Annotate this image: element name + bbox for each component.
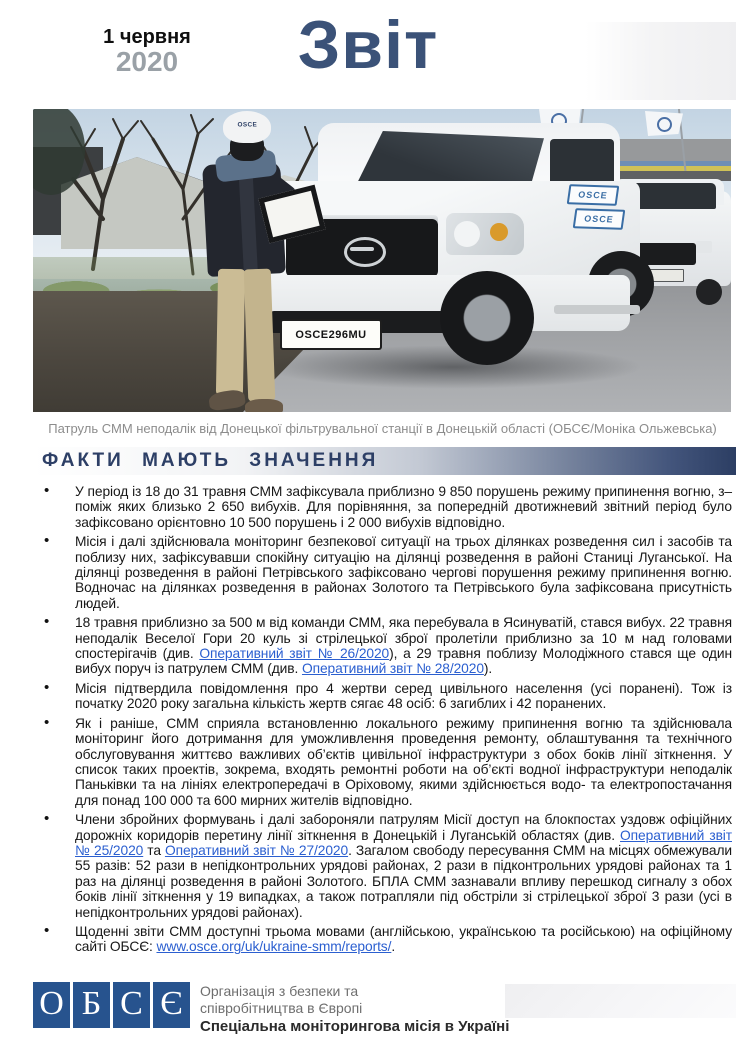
osce-logo: [33, 982, 190, 1028]
inline-report-link[interactable]: Оперативний звіт № 25/2020: [75, 827, 732, 858]
osce-logo-letter: Є: [153, 982, 190, 1028]
osce-flag-emblem: [657, 117, 672, 132]
report-date: 1 червня: [103, 26, 191, 48]
fact-bullet: [33, 924, 732, 955]
license-plate: OSCE296MU: [280, 319, 382, 350]
fact-bullet: [33, 812, 732, 920]
toyota-emblem: [350, 247, 374, 251]
fact-text: та: [143, 842, 165, 858]
fact-text: Місія підтвердила повідомлення про 4 жертви серед цивільного населення (усі поранені). Тож із початку 2020 року загальна кількість жертв сягає 48 осіб: 6 загиблих і 42 поранених.: [75, 680, 732, 712]
inline-report-link[interactable]: Оперативний звіт № 28/2020: [301, 661, 484, 677]
monitor-boot: [208, 389, 246, 412]
fact-text: 18 травня приблизно за 500 м від команди СММ, яка перебувала в Ясинуватій, стався вибух. 22 травня неподалік Веселої Гори 20 куль зі стрілецької зброї пролетіли приблизно за 10 м над головами спостерігачів (див.: [75, 615, 732, 662]
vehicle-turn-signal: [490, 223, 508, 241]
monitor-leg: [216, 269, 245, 395]
toyota-emblem: [344, 237, 386, 267]
helmet-osce-label: OSCE: [237, 120, 257, 129]
vehicle-wheel: [440, 271, 534, 365]
fact-text: .: [391, 939, 396, 955]
org-name-line1: Організація з безпеки та: [200, 983, 359, 999]
footer-org-text: [200, 983, 509, 1036]
vehicle-wheel: [696, 279, 722, 305]
monitor-leg: [244, 269, 276, 402]
smm-monitor-figure: [183, 111, 308, 412]
osce-logo-letter: Б: [73, 982, 110, 1028]
fact-text: ).: [483, 661, 493, 677]
page-title: Звіт: [297, 7, 439, 83]
monitor-helmet: [223, 111, 271, 143]
fact-bullet: [33, 534, 732, 611]
fact-bullet: [33, 615, 732, 677]
photo-caption: Патруль СММ неподалік від Донецької фільтрувальної станції в Донецькій області (ОБСЄ/Моніка Ольжевська): [48, 421, 717, 436]
org-name-line2: співробітництва в Європі: [200, 1000, 363, 1016]
vehicle-running-board: [554, 305, 640, 314]
fact-text: . Загалом свободу пересування СММ на місцях обмежували 55 разів: 52 рази в непідконтрольних урядові районах, 2 рази в підконтрольних урядові районах та 1 раз на ділянці розведення в районі Золотого. БПЛА СММ зазнавали впливу перешкод сигналу з обох боків лінії зіткнення у 19 випадках, а також потрапляли під обстріли зі стрілецької зброї 3 рази (усі в непідконтрольних урядові районах).: [75, 842, 733, 920]
report-year: 2020: [115, 46, 179, 77]
osce-logo-letter: О: [33, 982, 70, 1028]
inline-report-link[interactable]: Оперативний звіт № 27/2020: [164, 842, 349, 858]
fact-text: У період із 18 до 31 травня СММ зафіксувала приблизно 9 850 порушень режиму припинення вогню, з–поміж яких близько 2 650 вибухів. Для порівняння, за попередній двотижневий звітний період було зафіксовано орієнтовно 10 500 порушень і 2 000 вибухів відповідно.: [75, 484, 732, 530]
fact-text: Місія і далі здійснювала моніторинг безпекової ситуації на трьох ділянках розведення сил і засобів та поблизу них, зафіксувавши спокійну ситуацію на ділянці розведення в районі Станиці Луганської. На ділянці розведення в районі Петрівського зафіксовано чергові порушення режиму припинення вогню. Водночас на ділянках розведення в районах Золотого та Петрівського була зафіксована присутність людей.: [75, 534, 732, 611]
osce-door-sticker: OSCE: [567, 184, 620, 206]
header-decoration-panel: [585, 22, 736, 100]
fact-text: ), а 29 травня поблизу Молодіжного стався ще один вибух поруч із патрулем СММ (див.: [75, 646, 732, 677]
fact-bullet: [33, 484, 732, 530]
mission-name: Спеціальна моніторингова місія в Україні: [200, 1018, 510, 1035]
section-header-bar: [33, 447, 736, 475]
fact-text: Члени збройних формувань і далі забороняли патрулям Місії доступ на блокпостах уздовж офіційних дорожніх коридорів перетину лінії зіткнення в Донецькій і Луганській областях (див.: [75, 812, 732, 843]
fact-bullet: [33, 681, 732, 712]
footer-decoration-strip: [505, 984, 736, 1018]
facts-list: [33, 484, 732, 959]
osce-logo-letter: С: [113, 982, 150, 1028]
monitor-boot: [245, 399, 283, 412]
vehicle-headlight: [454, 221, 480, 247]
fact-text: Як і раніше, СММ сприяла встановленню локального режиму припинення вогню та здійснювала моніторинг його дотримання для уможливлення проведення ремонту, облаштування та технічного обслуговування життєво важливих об’єктів цивільної інфраструктури з обох боків лінії зіткнення. У список таких проектів, зокрема, входять ремонтні роботи на об’єкті водної інфраструктури неподалік Паньківки та на лініях електропередачі в Оріховому, якими здійснюється водо- та електропостачання для понад 100 000 та 600 мирних жителів відповідно.: [75, 715, 732, 808]
inline-report-link[interactable]: www.osce.org/uk/ukraine-smm/reports/: [156, 939, 392, 955]
inline-report-link[interactable]: Оперативний звіт № 26/2020: [199, 646, 390, 662]
fact-text: Щоденні звіти СММ доступні трьома мовами (англійською, українською та російською) на офіційному сайті ОБСЄ:: [75, 923, 732, 955]
fact-bullet: [33, 716, 732, 808]
patrol-photo: [33, 109, 731, 412]
main-patrol-vehicle: [258, 119, 640, 371]
section-heading: ФАКТИ МАЮТЬ ЗНАЧЕННЯ: [42, 450, 379, 471]
osce-door-sticker: OSCE: [573, 208, 626, 230]
vehicle-headlight: [696, 241, 712, 253]
